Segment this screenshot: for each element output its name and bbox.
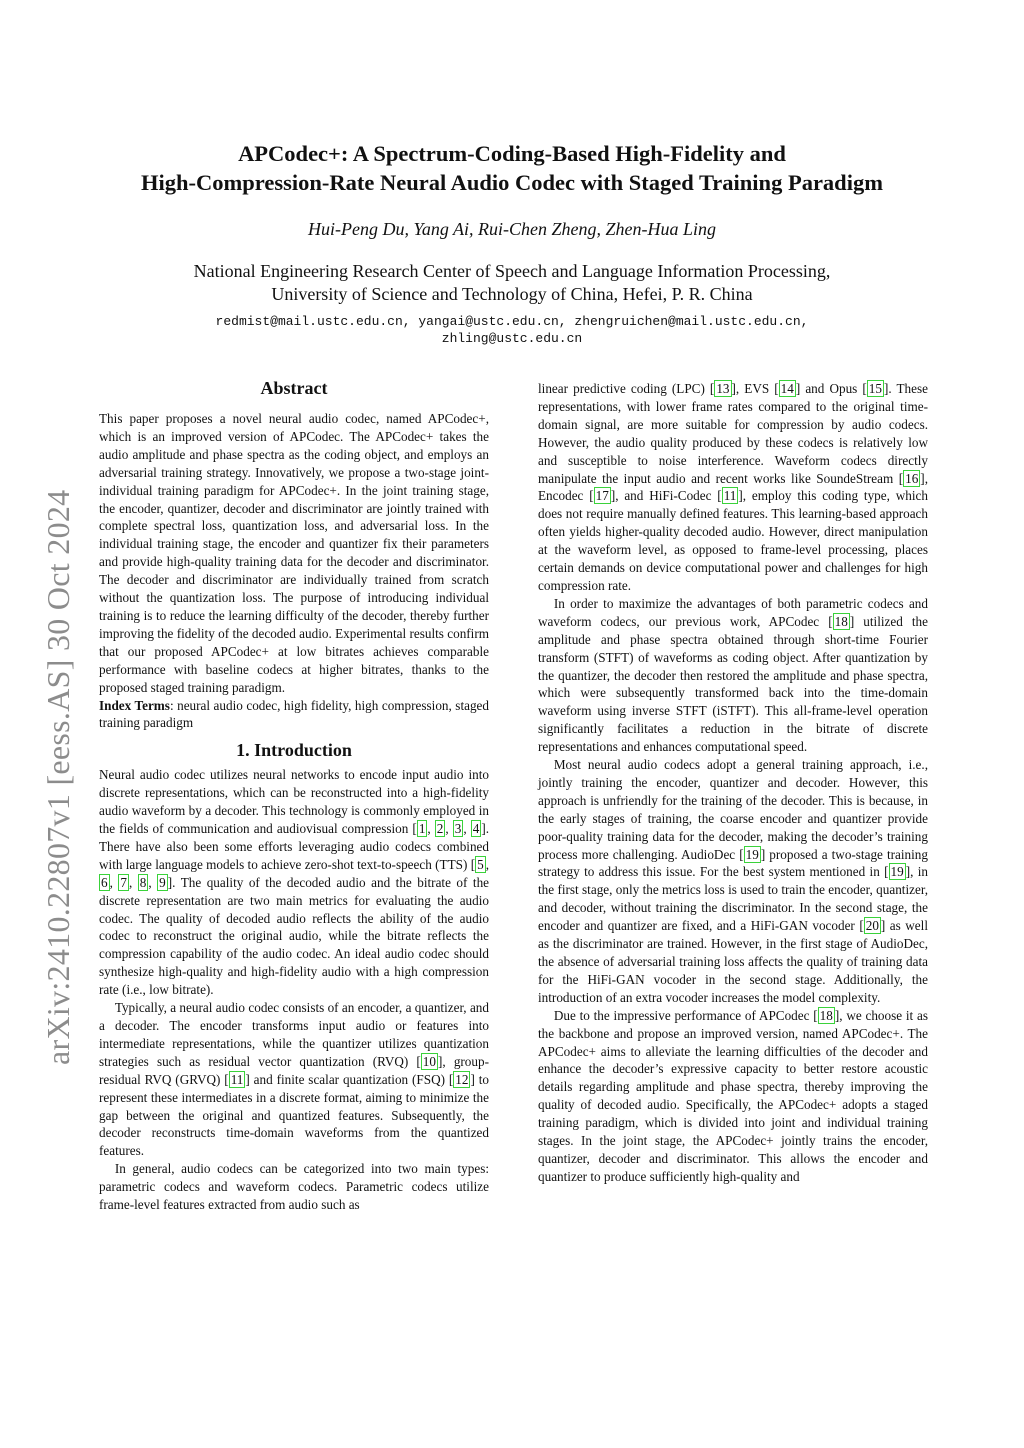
citation-link[interactable]: 9	[159, 874, 166, 890]
authors: Hui-Peng Du, Yang Ai, Rui-Chen Zheng, Zhen-Hua Ling	[308, 219, 716, 239]
citation-link[interactable]: 4	[472, 821, 480, 837]
citation-link[interactable]: 14	[780, 381, 794, 396]
intro-paragraph: Neural audio codec utilizes neural networks to encode input audio into discrete representations, which can be reconstructed into a high-fidelity audio waveform by a decoder. This technology is commonly employed in the fields of communication and audiovisual compression [ 1 , 2 , 3 , 4 ]. There have also been some efforts leveraging audio codecs combined with large language models to achieve zero-shot text-to-speech (TTS) [ 5 , 6 , 7 , 8 , 9 ]. The quality of the decoded audio and the bitrate of the discrete representation are two main metrics for evaluating the audio codec. The quality of decoded audio reflects the ability of the audio codec to reconstruct the original audio, while the bitrate reflects the compression capability of the audio codec. An ideal audio codec should synthesize high-quality and high-fidelity audio with a high compression rate (i.e., low bitrate).	[99, 767, 490, 998]
citation-link[interactable]: 3	[454, 821, 462, 837]
citation-link[interactable]: 10	[422, 1053, 436, 1069]
intro-paragraph: In general, audio codecs can be categorized into two main types: parametric codecs and waveform codecs. Parametric codecs utilize frame-level features extracted from audio such as	[99, 1161, 489, 1213]
index-terms	[99, 697, 489, 733]
abstract-text: This paper proposes a novel neural audio codec, named APCodec+, which is an improved version of APCodec. The APCodec+ takes the audio amplitude and phase spectra as the coding object, and employs an adversarial training strategy. Innovatively, we propose a two-stage joint-individual training paradigm for APCodec+. In the joint training stage, the encoder, quantizer, decoder and discriminator are jointly trained with complete spectral loss, quantization loss, and adversarial loss. In the individual training stage, the encoder and quantizer fix their parameters and provide high-quality training data for the decoder and discriminator. The decoder and discriminator are individually trained from scratch without the quantization loss. The purpose of introducing individual training is to reduce the learning difficulty of the decoder, thereby further improving the fidelity of the decoded audio. Experimental results confirm that our proposed APCodec+ at low bitrates achieves comparable performance with baseline codecs at higher bitrates, thanks to the proposed staged training paradigm.	[99, 411, 489, 695]
citation-link[interactable]: 18	[819, 1007, 833, 1023]
citation-link[interactable]: 11	[230, 1071, 244, 1087]
emails-line-1: redmist@mail.ustc.edu.cn, yangai@ustc.edu.cn, zhengruichen@mail.ustc.edu.cn,	[215, 314, 809, 329]
citation-link[interactable]: 19	[890, 864, 904, 880]
affiliation-line-2: University of Science and Technology of China, Hefei, P. R. China	[271, 284, 753, 304]
citation-link[interactable]: 20	[865, 918, 879, 934]
citation-link[interactable]: 5	[477, 856, 484, 872]
citation-link[interactable]: 15	[868, 381, 882, 396]
citation-link[interactable]: 11	[723, 488, 737, 504]
citation-link[interactable]: 16	[905, 470, 919, 486]
emails-line-2: zhling@ustc.edu.cn	[441, 331, 583, 346]
citation-link[interactable]: 18	[834, 613, 848, 629]
intro-paragraph: Typically, a neural audio codec consists of an encoder, a quantizer, and a decoder. The encoder transforms input audio or features into intermediate representations, while the quantizer utilizes quantization strategies such as residual vector quantization (RVQ) [ 10 ], group-residual RVQ (GRVQ) [ 11 ] and finite scalar quantization (FSQ) [ 12 ] to represent these intermediates in a discrete format, aiming to minimize the gap between the original and quantized features. Subsequently, the decoder reconstructs time-domain waveforms from the quantized features.	[99, 1000, 490, 1159]
citation-link[interactable]: 2	[436, 821, 444, 837]
citation-link[interactable]: 19	[745, 846, 759, 862]
intro-heading: 1. Introduction	[236, 740, 352, 761]
affiliation-line-1: National Engineering Research Center of Speech and Language Information Processing,	[193, 261, 831, 281]
citation-link[interactable]: 1	[418, 821, 426, 837]
citation-link[interactable]: 8	[139, 874, 147, 890]
index-terms-label: Index Terms	[99, 697, 170, 713]
citation-link[interactable]: 7	[120, 874, 127, 890]
intro-paragraph: In order to maximize the advantages of both parametric codecs and waveform codecs, our previous work, APCodec [ 18 ] utilized the amplitude and phase spectra obtained through short-time Fourier transform (STFT) of waveforms as coding object. After quantization by the quantizer, the decoder then restored the amplitude and phase spectra, which were subsequently transformed back into the time-domain waveform using inverse STFT (iSTFT). This all-frame-level operation significantly facilitates a reduction in the bitrate of discrete representations and enhances computational speed.	[538, 595, 928, 755]
title-line-1: APCodec+: A Spectrum-Coding-Based High-Fidelity and	[238, 141, 786, 166]
title-line-2: High-Compression-Rate Neural Audio Codec with Staged Training Paradigm	[141, 170, 883, 195]
affiliation	[60, 260, 964, 306]
intro-paragraph: linear predictive coding (LPC) [ 13 ], EVS [ 14 ] and Opus [ 15 ]. These representations, with lower frame rates compared to the original time-domain signal, are more suitable for compression by audio codecs. However, the audio quality produced by these codecs is relatively low and susceptible to noise interference. Waveform codecs directly manipulate the input audio and recent works like SoundeStream [ 16 ], Encodec [ 17 ], and HiFi-Codec [ 11 ], employ this coding type, which does not require manually defined features. This learning-based approach often yields higher-quality decoded audio. However, direct manipulation at the waveform level, as opposed to frame-level processing, places certain demands on device computational power and challenges for high compression rate.	[538, 381, 928, 593]
arxiv-side-label: arXiv:2410.22807v1 [eess.AS] 30 Oct 2024	[40, 489, 76, 1065]
index-terms-text: : neural audio codec, high fidelity, high compression, staged training paradigm	[99, 697, 489, 731]
emails	[60, 313, 964, 347]
intro-paragraph: Most neural audio codecs adopt a general training approach, i.e., jointly training the encoder, quantizer and decoder. However, this approach is unfriendly for the training of the decoder. This is because, in the early stages of training, the coarse encoder and quantizer provide poor-quality training data for the decoder, making the decoder’s training process more challenging. AudioDec [ 19 ] proposed a two-stage training strategy to address this issue. For the best system mentioned in [ 19 ], in the first stage, only the metrics loss is used to train the encoder, quantizer, and decoder, without training the discriminator. In the second stage, the encoder and quantizer are fixed, and a HiFi-GAN vocoder [ 20 ] as well as the discriminator are trained. However, in the first stage of AudioDec, the absence of adversarial training loss affects the quality of training data for the HiFi-GAN vocoder in the second stage. Additionally, the introduction of an extra vocoder increases the model complexity.	[538, 757, 928, 1005]
paper-title	[60, 139, 964, 197]
intro-paragraph: Due to the impressive performance of APCodec [ 18 ], we choose it as the backbone and propose an improved version, named APCodec+. The APCodec+ aims to alleviate the learning difficulties of the decoder and enhance the decoder’s expressive capacity to better restore acoustic details regarding amplitude and phase spectra, thereby improving the quality of decoded audio. Specifically, the APCodec+ adopts a staged training paradigm, which is divided into joint and individual training stages. In the joint stage, the APCodec+ jointly trains the encoder, quantizer, decoder and discriminator. This allows the encoder and quantizer to produce sufficiently high-quality and	[538, 1007, 928, 1184]
abstract-heading: Abstract	[260, 378, 328, 398]
citation-link[interactable]: 6	[101, 874, 108, 890]
left-column	[99, 376, 489, 1214]
citation-link[interactable]: 13	[716, 381, 730, 396]
citation-link[interactable]: 12	[455, 1071, 469, 1087]
right-column	[538, 380, 928, 1186]
citation-link[interactable]: 17	[595, 488, 609, 504]
